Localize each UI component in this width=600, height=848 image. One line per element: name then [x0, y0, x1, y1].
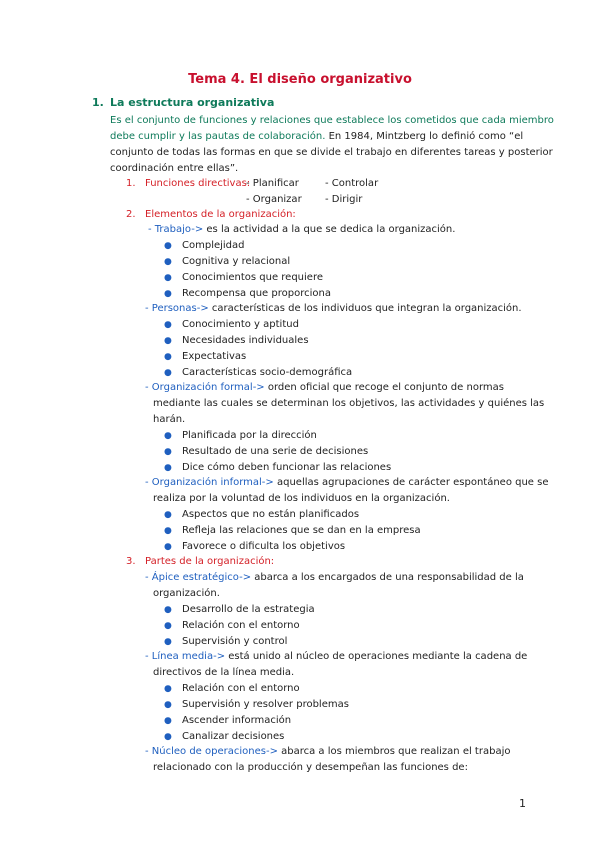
bullet-icon: ●	[164, 526, 172, 536]
linea-line-2: directivos de la línea media.	[153, 667, 295, 678]
nucleo-line	[145, 745, 510, 759]
intro-line-2-rest: En 1984, Mintzberg lo definió como “el	[325, 131, 524, 142]
bullet-icon: ●	[164, 684, 172, 694]
funcion-dirigir: - Dirigir	[325, 194, 363, 205]
linea-line	[145, 650, 527, 664]
apice-text: abarca a los encargados de una responsabilidad de la	[251, 572, 524, 583]
list-item: ● Canalizar decisiones	[164, 731, 285, 742]
sub-number-3: 3.	[126, 556, 136, 567]
intro-line-2	[110, 130, 523, 144]
list-item: ● Ascender información	[164, 715, 292, 726]
bullet-icon: ●	[164, 542, 172, 552]
list-item: ● Necesidades individuales	[164, 335, 309, 346]
funcion-controlar: - Controlar	[325, 178, 379, 189]
personas-label: - Personas->	[145, 303, 209, 314]
nucleo-line-2: relacionado con la producción y desempeñan las funciones de:	[153, 762, 468, 773]
bullet-icon: ●	[164, 732, 172, 742]
sub-number-2: 2.	[126, 209, 136, 220]
bullet-icon: ●	[164, 716, 172, 726]
nucleo-text: abarca a los miembros que realizan el trabajo	[277, 746, 511, 757]
formal-label: - Organización formal->	[145, 382, 265, 393]
funciones-label: Funciones directivas:	[145, 178, 251, 189]
list-item: ● Resultado de una serie de decisiones	[164, 446, 369, 457]
list-item: ● Conocimiento y aptitud	[164, 319, 299, 330]
list-item: ● Relación con el entorno	[164, 620, 300, 631]
personas-text: características de los individuos que integran la organización.	[208, 303, 522, 314]
list-item: ● Refleja las relaciones que se dan en la empresa	[164, 525, 421, 536]
bullet-icon: ●	[164, 352, 172, 362]
trabajo-label: - Trabajo->	[148, 224, 204, 235]
linea-label: - Línea media->	[145, 651, 226, 662]
list-item: ● Complejidad	[164, 240, 245, 251]
linea-text: está unido al núcleo de operaciones mediante la cadena de	[225, 651, 528, 662]
bullet-icon: ●	[164, 289, 172, 299]
funcion-organizar: - Organizar	[246, 194, 302, 205]
list-item: ● Cognitiva y relacional	[164, 256, 291, 267]
bullet-icon: ●	[164, 273, 172, 283]
formal-line-3: harán.	[153, 414, 186, 425]
list-item: ● Desarrollo de la estrategia	[164, 604, 315, 615]
apice-line-2: organización.	[153, 588, 220, 599]
bullet-icon: ●	[164, 605, 172, 615]
bullet-icon: ●	[164, 621, 172, 631]
sub-number-1: 1.	[126, 178, 136, 189]
intro-line-4: coordinación entre ellas”.	[110, 163, 239, 174]
formal-text: orden oficial que recoge el conjunto de normas	[264, 382, 504, 393]
list-item: ● Supervisión y resolver problemas	[164, 699, 349, 710]
bullet-icon: ●	[164, 320, 172, 330]
list-item: ● Características socio-demográfica	[164, 367, 353, 378]
bullet-icon: ●	[164, 257, 172, 267]
informal-line-2: realiza por la voluntad de los individuos en la organización.	[153, 493, 450, 504]
section-number: 1.	[92, 96, 104, 109]
intro-line-2-highlight: debe cumplir y las pautas de colaboración.	[110, 131, 326, 142]
intro-line-3: conjunto de todas las formas en que se divide el trabajo en diferentes tareas y posterior	[110, 147, 553, 158]
list-item: ● Supervisión y control	[164, 636, 288, 647]
informal-label: - Organización informal->	[145, 477, 274, 488]
bullet-icon: ●	[164, 700, 172, 710]
apice-line	[145, 571, 524, 585]
trabajo-text: es la actividad a la que se dedica la organización.	[203, 224, 456, 235]
informal-text: aquellas agrupaciones de carácter espontáneo que se	[273, 477, 549, 488]
bullet-icon: ●	[164, 447, 172, 457]
list-item: ● Expectativas	[164, 351, 247, 362]
bullet-icon: ●	[164, 463, 172, 473]
trabajo-line	[148, 223, 455, 237]
bullet-icon: ●	[164, 336, 172, 346]
nucleo-label: - Núcleo de operaciones->	[145, 746, 278, 757]
list-item: ● Recompensa que proporciona	[164, 288, 331, 299]
list-item: ● Conocimientos que requiere	[164, 272, 323, 283]
funcion-planificar: - Planificar	[246, 178, 299, 189]
list-item: ● Dice cómo deben funcionar las relaciones	[164, 462, 392, 473]
apice-label: - Ápice estratégico->	[145, 572, 252, 583]
partes-label: Partes de la organización:	[145, 556, 275, 567]
bullet-icon: ●	[164, 510, 172, 520]
elementos-label: Elementos de la organización:	[145, 209, 296, 220]
personas-line	[145, 302, 522, 316]
bullet-icon: ●	[164, 368, 172, 378]
section-heading: La estructura organizativa	[110, 96, 275, 109]
bullet-icon: ●	[164, 431, 172, 441]
formal-line-2: mediante las cuales se determinan los objetivos, las actividades y quiénes las	[153, 398, 545, 409]
list-item: ● Planificada por la dirección	[164, 430, 317, 441]
bullet-icon: ●	[164, 637, 172, 647]
informal-line	[145, 476, 549, 490]
page-title: Tema 4. El diseño organizativo	[188, 72, 412, 87]
list-item: ● Aspectos que no están planificados	[164, 509, 360, 520]
page-number: 1	[519, 797, 526, 810]
list-item: ● Favorece o dificulta los objetivos	[164, 541, 346, 552]
intro-line-1: Es el conjunto de funciones y relaciones que establece los cometidos que cada miembro	[110, 115, 554, 126]
formal-line	[145, 381, 504, 395]
bullet-icon: ●	[164, 241, 172, 251]
list-item: ● Relación con el entorno	[164, 683, 300, 694]
